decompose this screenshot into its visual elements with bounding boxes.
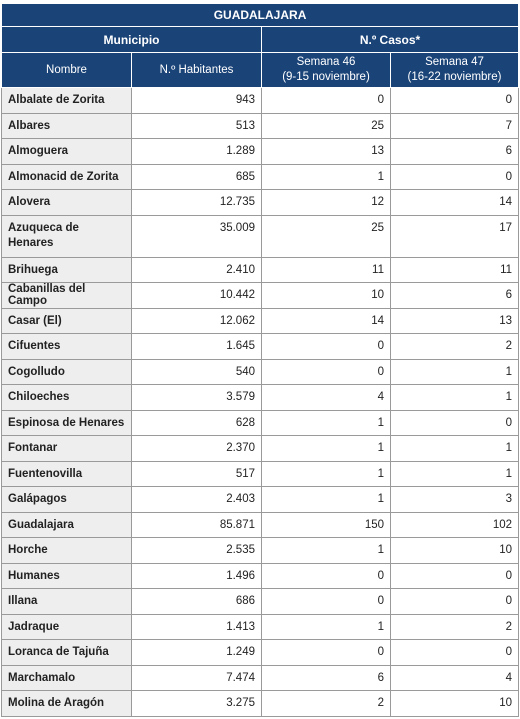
municipio-name-cell: Jadraque — [2, 614, 132, 640]
semana46-cell: 0 — [262, 563, 391, 589]
table-row — [2, 164, 519, 190]
semana47-cell: 0 — [391, 589, 519, 615]
semana46-cell: 13 — [262, 139, 391, 165]
table-row — [2, 665, 519, 691]
habitantes-cell: 2.410 — [132, 257, 262, 283]
table-body — [2, 88, 519, 717]
semana46-cell: 25 — [262, 215, 391, 257]
habitantes-cell: 685 — [132, 164, 262, 190]
table-row — [2, 487, 519, 513]
semana46-cell: 14 — [262, 308, 391, 334]
habitantes-cell: 3.579 — [132, 385, 262, 411]
habitantes-cell: 3.275 — [132, 691, 262, 717]
semana46-cell: 0 — [262, 88, 391, 114]
habitantes-cell: 85.871 — [132, 512, 262, 538]
semana47-cell: 1 — [391, 436, 519, 462]
semana46-cell: 1 — [262, 461, 391, 487]
table-row — [2, 113, 519, 139]
semana47-cell: 0 — [391, 164, 519, 190]
table-row — [2, 410, 519, 436]
semana46-range: (9-15 noviembre) — [282, 71, 370, 83]
municipio-name-cell: Cifuentes — [2, 334, 132, 360]
semana46-cell: 1 — [262, 164, 391, 190]
table-row — [2, 385, 519, 411]
semana47-cell: 2 — [391, 614, 519, 640]
table-row — [2, 691, 519, 717]
table-row — [2, 283, 519, 309]
habitantes-cell: 12.735 — [132, 190, 262, 216]
habitantes-cell: 1.249 — [132, 640, 262, 666]
habitantes-cell: 1.289 — [132, 139, 262, 165]
table-row — [2, 436, 519, 462]
semana46-label: Semana 46 — [296, 56, 356, 68]
table-row — [2, 139, 519, 165]
semana47-cell: 10 — [391, 691, 519, 717]
semana46-cell: 0 — [262, 334, 391, 360]
semana46-cell: 1 — [262, 436, 391, 462]
semana46-cell: 2 — [262, 691, 391, 717]
table-row — [2, 308, 519, 334]
habitantes-cell: 517 — [132, 461, 262, 487]
municipio-name-cell: Albalate de Zorita — [2, 88, 132, 114]
table-row — [2, 215, 519, 257]
semana47-cell: 0 — [391, 88, 519, 114]
table-row — [2, 538, 519, 564]
habitantes-cell: 1.645 — [132, 334, 262, 360]
municipio-name-cell: Casar (El) — [2, 308, 132, 334]
municipio-name-cell: Galápagos — [2, 487, 132, 513]
table-row — [2, 614, 519, 640]
table-row — [2, 512, 519, 538]
municipio-name-cell: Marchamalo — [2, 665, 132, 691]
table-row — [2, 334, 519, 360]
semana47-cell: 6 — [391, 283, 519, 309]
table-container — [1, 3, 518, 717]
habitantes-cell: 1.413 — [132, 614, 262, 640]
municipio-name-cell: Fuentenovilla — [2, 461, 132, 487]
habitantes-cell: 628 — [132, 410, 262, 436]
group-header-casos: N.º Casos* — [262, 27, 519, 53]
semana47-cell: 10 — [391, 538, 519, 564]
semana46-cell: 0 — [262, 589, 391, 615]
habitantes-cell: 2.403 — [132, 487, 262, 513]
semana46-cell: 6 — [262, 665, 391, 691]
column-header-semana47 — [391, 53, 519, 88]
table-title: GUADALAJARA — [2, 4, 519, 27]
semana47-cell: 102 — [391, 512, 519, 538]
municipio-name-cell: Illana — [2, 589, 132, 615]
table-row — [2, 88, 519, 114]
habitantes-cell: 35.009 — [132, 215, 262, 257]
habitantes-cell: 12.062 — [132, 308, 262, 334]
semana46-cell: 25 — [262, 113, 391, 139]
table-row — [2, 190, 519, 216]
municipio-name-cell: Molina de Aragón — [2, 691, 132, 717]
municipio-name-cell: Cogolludo — [2, 359, 132, 385]
habitantes-cell: 513 — [132, 113, 262, 139]
column-header-semana46 — [262, 53, 391, 88]
municipio-name-cell: Almonacid de Zorita — [2, 164, 132, 190]
semana46-cell: 10 — [262, 283, 391, 309]
group-header-municipio: Municipio — [2, 27, 262, 53]
municipio-name-cell: Cabanillas del Campo — [2, 283, 132, 309]
semana47-cell: 1 — [391, 385, 519, 411]
semana46-cell: 0 — [262, 359, 391, 385]
semana47-cell: 0 — [391, 410, 519, 436]
table-row — [2, 589, 519, 615]
semana47-cell: 7 — [391, 113, 519, 139]
semana47-label: Semana 47 — [425, 56, 484, 68]
municipio-name-cell: Almoguera — [2, 139, 132, 165]
semana47-cell: 1 — [391, 461, 519, 487]
semana46-cell: 0 — [262, 640, 391, 666]
municipio-name-cell: Loranca de Tajuña — [2, 640, 132, 666]
municipio-name-cell: Espinosa de Henares — [2, 410, 132, 436]
semana47-cell: 1 — [391, 359, 519, 385]
table-row — [2, 640, 519, 666]
municipio-name-cell: Humanes — [2, 563, 132, 589]
column-header-nombre: Nombre — [2, 53, 132, 88]
habitantes-cell: 1.496 — [132, 563, 262, 589]
table-header — [2, 4, 519, 88]
semana47-cell: 13 — [391, 308, 519, 334]
municipio-name-cell: Azuqueca de Henares — [2, 215, 132, 257]
semana47-cell: 11 — [391, 257, 519, 283]
municipio-name-cell: Guadalajara — [2, 512, 132, 538]
semana47-cell: 4 — [391, 665, 519, 691]
semana47-cell: 14 — [391, 190, 519, 216]
semana46-cell: 1 — [262, 538, 391, 564]
municipio-name-cell: Albares — [2, 113, 132, 139]
cases-table — [1, 3, 519, 717]
table-row — [2, 257, 519, 283]
semana46-cell: 150 — [262, 512, 391, 538]
municipio-name-cell: Fontanar — [2, 436, 132, 462]
municipio-name-cell: Brihuega — [2, 257, 132, 283]
semana47-cell: 17 — [391, 215, 519, 257]
table-row — [2, 461, 519, 487]
municipio-name-cell: Horche — [2, 538, 132, 564]
table-row — [2, 359, 519, 385]
semana46-cell: 12 — [262, 190, 391, 216]
habitantes-cell: 10.442 — [132, 283, 262, 309]
table-row — [2, 563, 519, 589]
semana46-cell: 4 — [262, 385, 391, 411]
semana47-cell: 0 — [391, 640, 519, 666]
semana47-range: (16-22 noviembre) — [407, 71, 502, 83]
semana46-cell: 11 — [262, 257, 391, 283]
habitantes-cell: 7.474 — [132, 665, 262, 691]
municipio-name-cell: Alovera — [2, 190, 132, 216]
habitantes-cell: 2.370 — [132, 436, 262, 462]
column-header-habitantes: N.º Habitantes — [132, 53, 262, 88]
habitantes-cell: 2.535 — [132, 538, 262, 564]
semana47-cell: 0 — [391, 563, 519, 589]
semana47-cell: 6 — [391, 139, 519, 165]
semana47-cell: 2 — [391, 334, 519, 360]
semana46-cell: 1 — [262, 614, 391, 640]
habitantes-cell: 943 — [132, 88, 262, 114]
semana47-cell: 3 — [391, 487, 519, 513]
semana46-cell: 1 — [262, 487, 391, 513]
semana46-cell: 1 — [262, 410, 391, 436]
municipio-name-cell: Chiloeches — [2, 385, 132, 411]
habitantes-cell: 540 — [132, 359, 262, 385]
habitantes-cell: 686 — [132, 589, 262, 615]
